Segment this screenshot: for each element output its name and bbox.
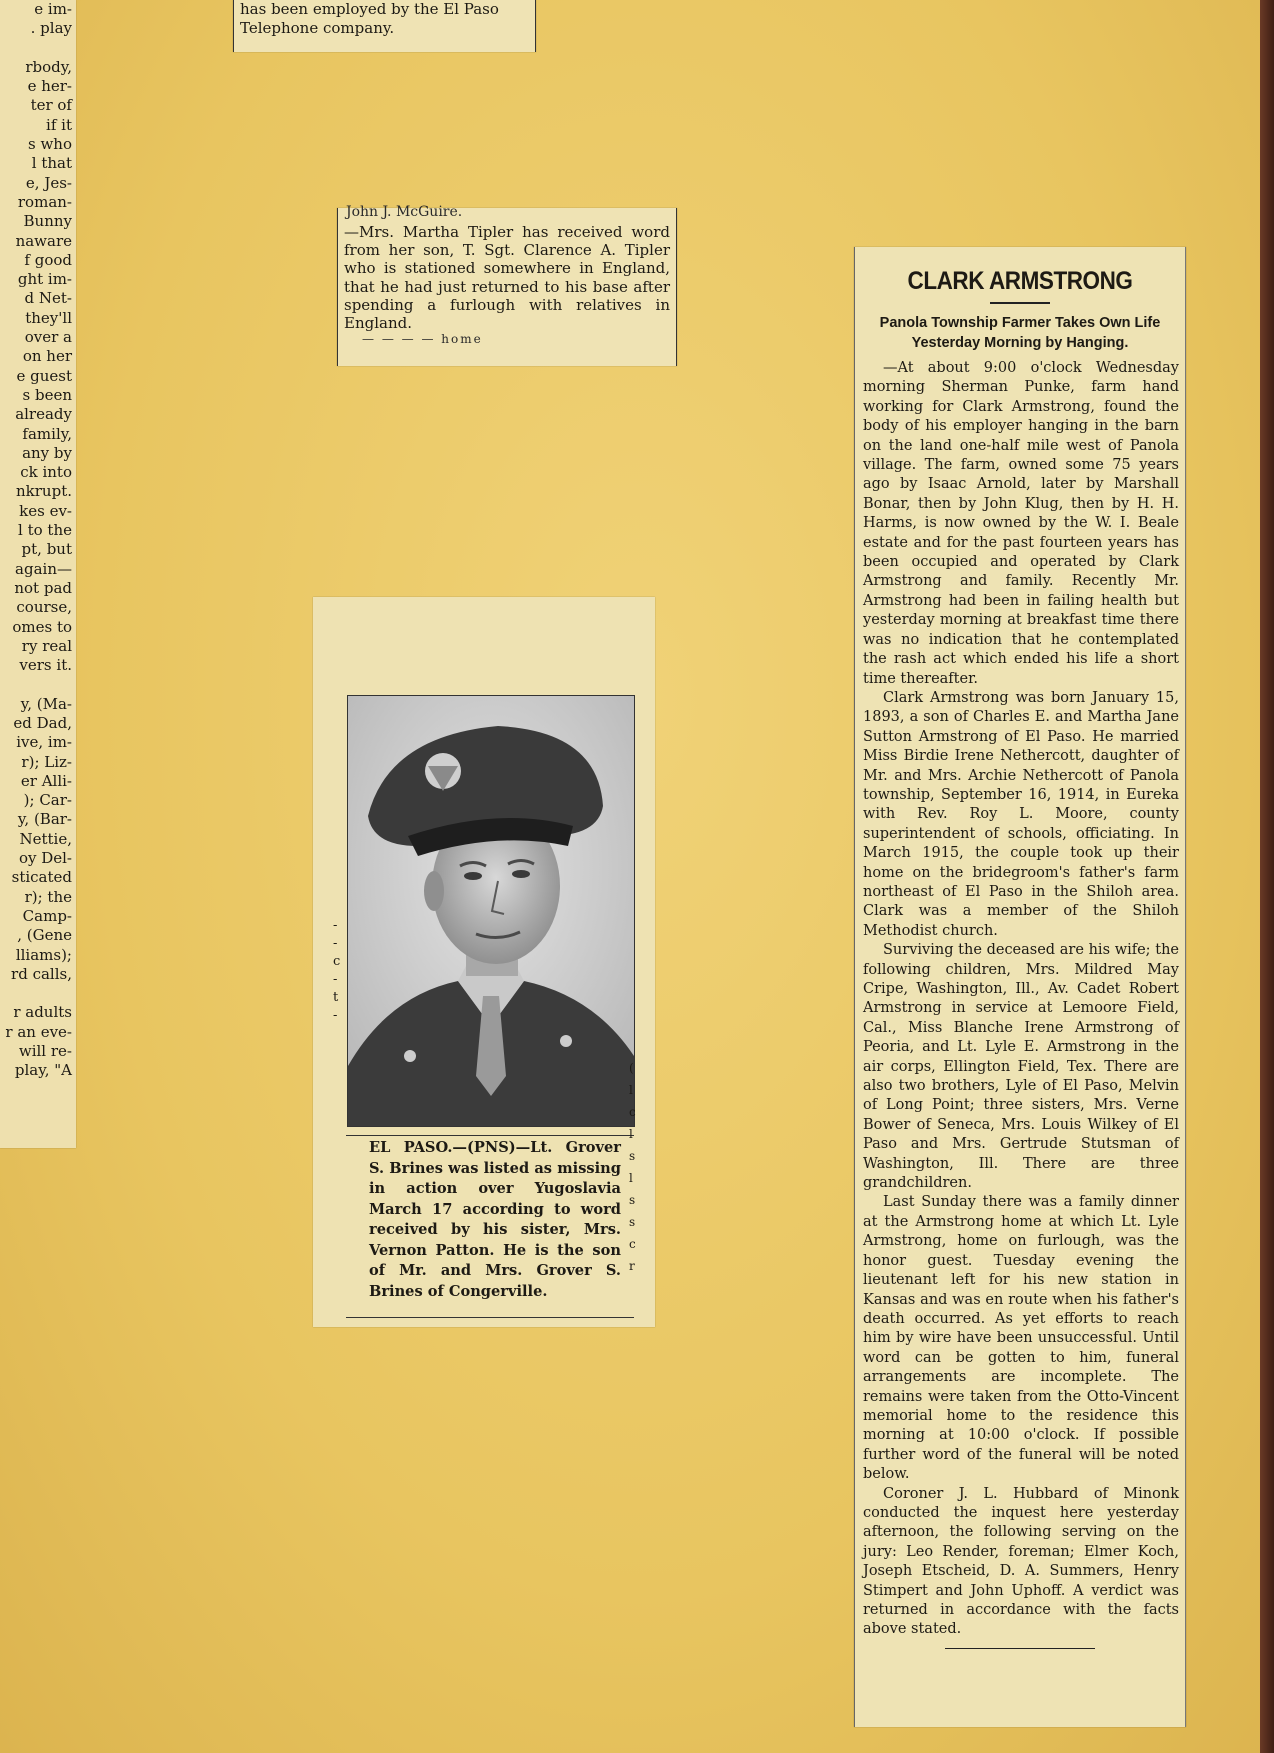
left-column-line: rd calls, [11, 964, 72, 983]
left-column-line: r an eve- [5, 1022, 72, 1041]
left-column-line: naware [15, 231, 72, 250]
left-column-line [0, 984, 76, 1003]
left-column-line: s been [22, 385, 72, 404]
left-column-line: e guest [16, 366, 72, 385]
left-column-line: kes ev- [19, 501, 72, 520]
top-clipping-text: has been employed by the El Paso Telephone company. [240, 0, 499, 37]
left-column-line: pt, but [21, 540, 72, 559]
left-column-line: vers it. [19, 656, 72, 675]
caption-bottom-rule [346, 1317, 634, 1318]
obituary-title: CLARK ARMSTRONG [907, 267, 1133, 295]
left-column-line: roman- [17, 192, 72, 211]
left-column-line: e, Jes- [25, 173, 72, 192]
right-marks: ( l c l s l s s c r [629, 1061, 636, 1273]
left-column-line: on her [22, 347, 72, 366]
left-column-line: r adults [13, 1003, 72, 1022]
left-column-line: over a [24, 328, 72, 347]
caption-top-rule [346, 1135, 634, 1136]
left-column-line: l that [31, 154, 72, 173]
tipler-cut-top: John J. McGuire. [346, 204, 463, 220]
left-column-line: r); the [24, 887, 72, 906]
left-column-line: not pad [14, 578, 72, 597]
portrait-photo-image [348, 696, 634, 1126]
left-column-line: ck into [20, 463, 72, 482]
left-column-line: Camp- [22, 906, 72, 925]
side-marks: - - c - t - [333, 918, 341, 1023]
left-column-line: omes to [12, 617, 72, 636]
obituary-paragraph: —At about 9:00 o'clock Wednesday morning Sherman Punke, farm hand working for Clark Armstrong, found the body of his employer hanging in the barn on the land one-half mile west of Panola village. The farm, owned some 75 years ago by Isaac Arnold, later by Marshall Bonar, then by John Klug, then by H. H. Harms, is now owned by the W. I. Beale estate and for the past fourteen years has been occupied and operated by Clark Armstrong and family. Recently Mr. Armstrong had been in failing health but yesterday morning at breakfast time there was no indication that he contemplated the rash act which ended his life a short time thereafter. [863, 360, 1179, 687]
left-column-line: ed Dad, [13, 713, 72, 732]
left-column-line: e im- [34, 0, 72, 18]
photo-clipping [313, 597, 655, 1327]
left-column-line: rbody, [25, 57, 72, 76]
left-column-line: ter of [30, 96, 72, 115]
left-column-line: f good [24, 250, 72, 269]
obituary-end-rule [945, 1648, 1095, 1649]
left-column-line: Bunny [23, 212, 72, 231]
left-column-line: . play [30, 19, 72, 38]
tipler-body: —Mrs. Martha Tipler has received word from her son, T. Sgt. Clarence A. Tipler who is stationed somewhere in England, that he had just returned to his base after spending a furlough with relatives in England. [344, 223, 670, 333]
top-clipping [233, 0, 536, 52]
title-dash [990, 302, 1050, 304]
left-column-line: y, (Bar- [17, 810, 72, 829]
left-column-line [0, 675, 76, 694]
left-column-line: ive, im- [16, 733, 72, 752]
left-column-line: e her- [27, 77, 72, 96]
left-column-line: family, [22, 424, 72, 443]
obituary-body [855, 359, 1185, 1640]
left-column-line: already [15, 405, 72, 424]
left-column-line: ght im- [17, 270, 72, 289]
page-binding-edge [1260, 0, 1274, 1753]
left-column-line: l to the [18, 521, 72, 540]
obituary-paragraph: Last Sunday there was a family dinner at the Armstrong home at which Lt. Lyle Armstrong, home on furlough, was the honor guest. Tuesday evening the lieutenant left for his new station in Kansas and was en route when his father's death occurred. As yet efforts to reach him by wire have been unsuccessful. Until word can be gotten to him, funeral arrangements are incomplete. The remains were taken from the Otto-Vincent memorial home to the residence this morning at 10:00 o'clock. If possible further word of the funeral will be noted below. [863, 1194, 1179, 1483]
left-column-line: y, (Ma- [20, 694, 72, 713]
portrait-photo [347, 695, 635, 1127]
left-column-line: r); Liz- [21, 752, 72, 771]
left-column-line: d Net- [24, 289, 72, 308]
photo-caption: EL PASO.—(PNS)—Lt. Grover S. Brines was listed as missing in action over Yugoslavia March 17 according to word received by his sister, Mrs. Vernon Patton. He is the son of Mr. and Mrs. Grover S. Brines of Congerville. [369, 1139, 621, 1300]
obituary-subhead: Panola Township Farmer Takes Own Life Yesterday Morning by Hanging. [879, 315, 1161, 351]
left-column-line [0, 39, 76, 58]
obituary-paragraph: Clark Armstrong was born January 15, 1893, a son of Charles E. and Martha Jane Sutton Armstrong of El Paso. He married Miss Birdie Irene Nethercott, daughter of Mr. and Mrs. Archie Nethercott of Panola township, September 16, 1914, in Eureka with Rev. Roy L. Moore, county superintendent of schools, officiating. In March 1915, the couple took up their home on the bridegroom's father's farm northeast of El Paso in the Shiloh area. Clark was a member of the Shiloh Methodist church. [863, 689, 1179, 939]
left-column-line: lliams); [15, 945, 72, 964]
left-partial-clipping [0, 0, 76, 1148]
left-column-line: again— [15, 559, 72, 578]
left-column-line: Nettie, [19, 829, 72, 848]
left-column-line: ); Car- [23, 791, 72, 810]
left-column-line: oy Del- [18, 849, 72, 868]
left-column-line: will re- [18, 1042, 72, 1061]
left-column-line: any by [22, 443, 72, 462]
left-column-line: er Alli- [20, 771, 72, 790]
armstrong-obituary-clipping [854, 247, 1186, 1727]
left-column-line: s who [28, 135, 72, 154]
left-column-line: nkrupt. [16, 482, 72, 501]
left-column-line: sticated [11, 868, 72, 887]
obituary-paragraph: Surviving the deceased are his wife; the following children, Mrs. Mildred May Cripe, Washington, Ill., Av. Cadet Robert Armstrong in service at Lemoore Field, Cal., Miss Blanche Irene Armstrong of Peoria, and Lt. Lyle E. Armstrong in the air corps, Ellington Field, Tex. There are also two brothers, Lyle of El Paso, Melvin of Long Point; three sisters, Mrs. Verne Bower of Seneca, Mrs. Louis Wilkey of El Paso and Mrs. Gertrude Stutsman of Washington, Ill. There are three grandchildren. [863, 942, 1179, 1192]
left-column-line: course, [16, 598, 72, 617]
tipler-clipping [337, 204, 677, 366]
tipler-cut-bottom: — — — — home [362, 332, 483, 347]
left-column-line: , (Gene [17, 926, 72, 945]
left-column-line: play, "A [14, 1061, 72, 1080]
left-column-line: if it [46, 115, 72, 134]
obituary-paragraph: Coroner J. L. Hubbard of Minonk conducted the inquest here yesterday afternoon, the following serving on the jury: Leo Render, foreman; Elmer Koch, Joseph Etscheid, D. A. Summers, Henry Stimpert and John Uphoff. A verdict was returned in accordance with the facts above stated. [863, 1485, 1179, 1638]
left-column-line: ry real [21, 636, 72, 655]
left-column-line: they'll [25, 308, 72, 327]
